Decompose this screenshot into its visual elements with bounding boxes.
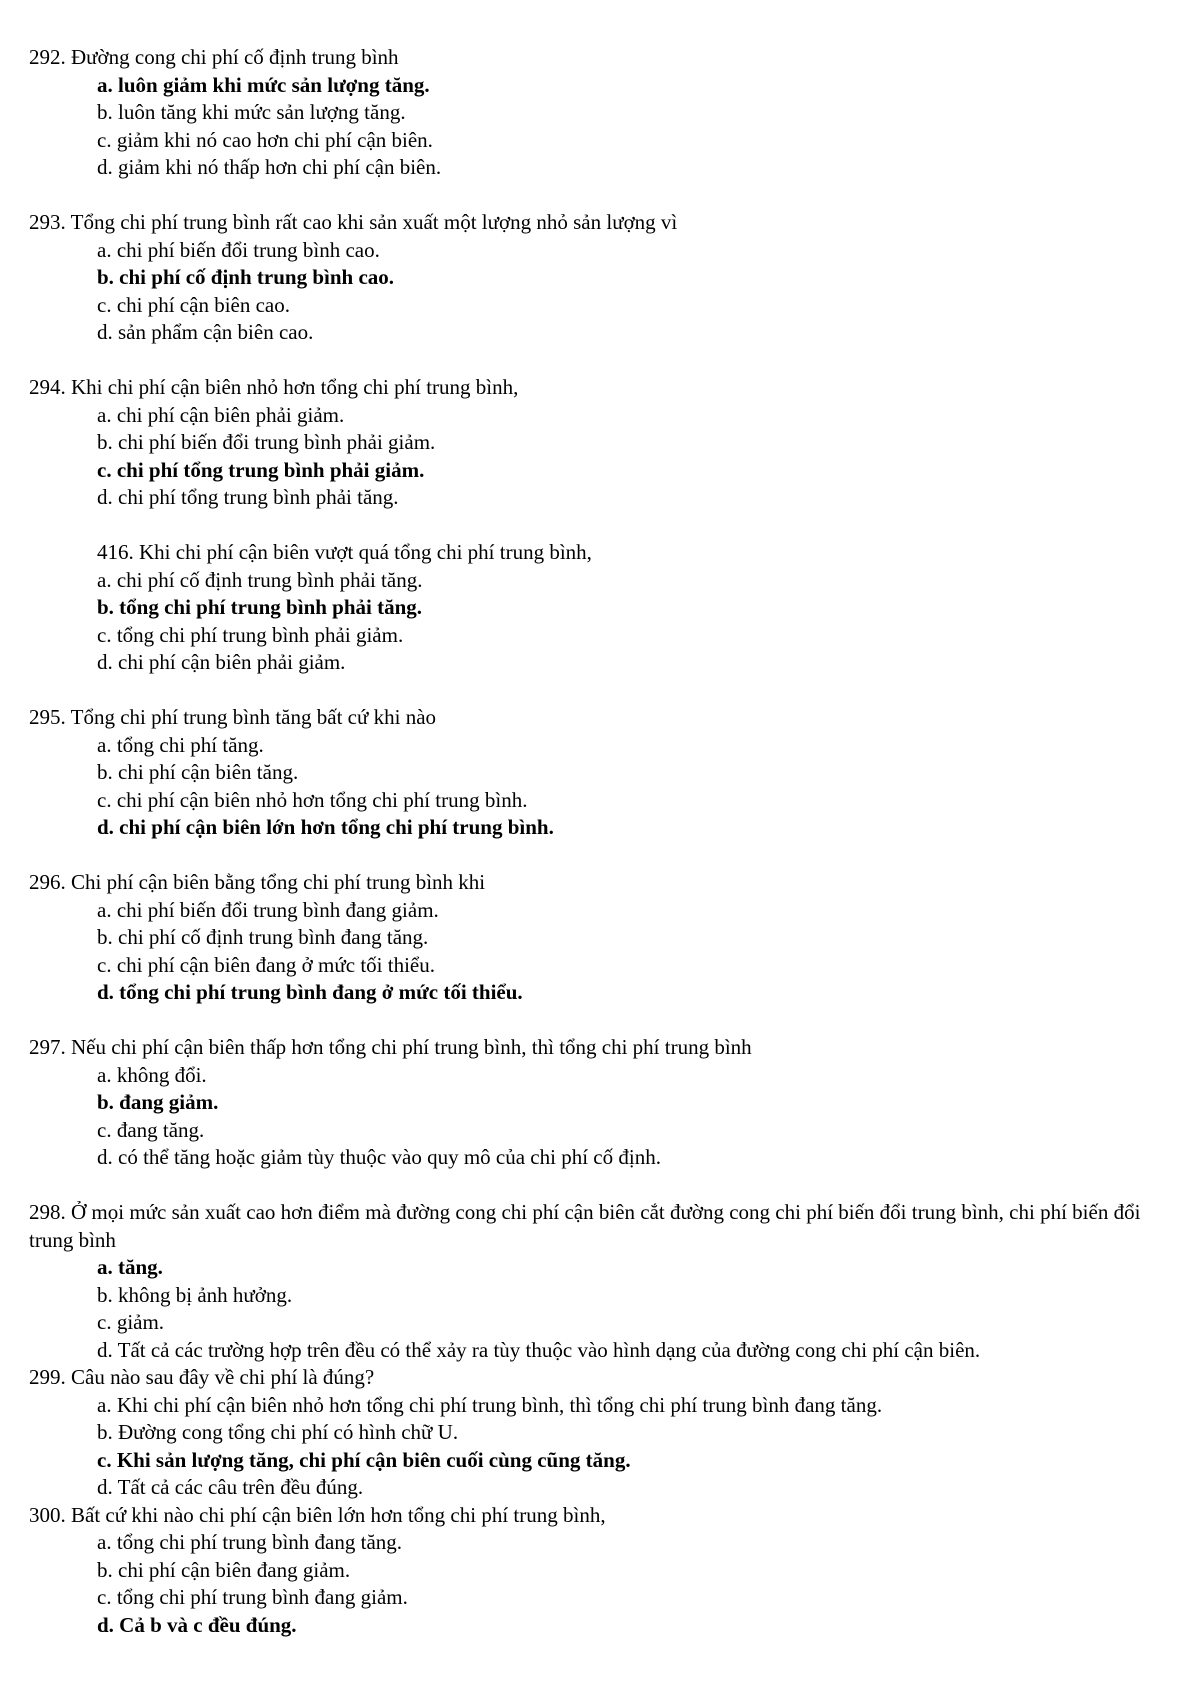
question-block (29, 704, 1150, 869)
answer-option: a. tổng chi phí tăng. (97, 732, 264, 757)
answer-option: a. tổng chi phí trung bình đang tăng. (97, 1530, 403, 1554)
answer-option: c. chi phí cận biên cao. (97, 292, 290, 317)
blank-line (29, 1007, 1150, 1035)
answer-option: a. Khi chi phí cận biên nhỏ hơn tổng chi phí trung bình, thì tổng chi phí trung bình đang tăng. (97, 1392, 883, 1417)
answer-option: b. không bị ảnh hưởng. (97, 1282, 293, 1307)
question-block (29, 869, 1150, 1034)
blank-line (29, 347, 1150, 375)
answer-options (29, 897, 1150, 1007)
answer-option: d. có thể tăng hoặc giảm tùy thuộc vào quy mô của chi phí cố định. (97, 1145, 661, 1169)
answer-option: b. Đường cong tổng chi phí có hình chữ U. (97, 1420, 459, 1444)
answer-option: b. chi phí biến đổi trung bình phải giảm. (97, 430, 436, 454)
answer-option: d. Tất cả các câu trên đều đúng. (97, 1475, 364, 1499)
answer-option: b. chi phí cận biên tăng. (97, 760, 299, 784)
question-stem: 294. Khi chi phí cận biên nhỏ hơn tổng chi phí trung bình, (29, 375, 519, 399)
answer-option-correct: d. chi phí cận biên lớn hơn tổng chi phí trung bình. (97, 815, 554, 839)
answer-option: c. đang tăng. (97, 1117, 205, 1142)
answer-option-correct: c. Khi sản lượng tăng, chi phí cận biên cuối cùng cũng tăng. (97, 1447, 631, 1472)
blank-line (29, 677, 1150, 705)
answer-option-correct: b. tổng chi phí trung bình phải tăng. (97, 595, 423, 619)
question-block (29, 374, 1150, 539)
answer-option: b. luôn tăng khi mức sản lượng tăng. (97, 100, 406, 124)
question-stem: 295. Tổng chi phí trung bình tăng bất cứ khi nào (29, 705, 437, 729)
blank-line (29, 512, 1150, 540)
answer-option: a. chi phí cận biên phải giảm. (97, 402, 345, 427)
answer-option: d. Tất cả các trường hợp trên đều có thể xảy ra tùy thuộc vào hình dạng của đường cong chi phí cận biên. (97, 1337, 981, 1362)
answer-option: a. không đổi. (97, 1062, 207, 1087)
question-block (29, 1502, 1150, 1640)
answer-option-correct: a. luôn giảm khi mức sản lượng tăng. (97, 72, 430, 97)
answer-option-correct: d. tổng chi phí trung bình đang ở mức tối thiểu. (97, 980, 523, 1004)
answer-option: c. giảm. (97, 1310, 165, 1334)
question-stem: 300. Bất cứ khi nào chi phí cận biên lớn hơn tổng chi phí trung bình, (29, 1502, 606, 1527)
answer-options (29, 1529, 1150, 1639)
question-stem: 416. Khi chi phí cận biên vượt quá tổng chi phí trung bình, (97, 540, 592, 564)
answer-option: d. chi phí cận biên phải giảm. (97, 650, 346, 674)
answer-options (29, 1392, 1150, 1502)
blank-line (29, 1172, 1150, 1200)
answer-option: d. chi phí tổng trung bình phải tăng. (97, 485, 399, 509)
question-stem: 293. Tổng chi phí trung bình rất cao khi sản xuất một lượng nhỏ sản lượng vì (29, 210, 678, 234)
answer-option-correct: c. chi phí tổng trung bình phải giảm. (97, 457, 425, 482)
question-block (29, 539, 1150, 704)
answer-option: b. chi phí cận biên đang giảm. (97, 1557, 351, 1582)
answer-option: c. chi phí cận biên đang ở mức tối thiểu. (97, 952, 435, 977)
answer-option: c. giảm khi nó cao hơn chi phí cận biên. (97, 127, 433, 152)
answer-option: d. giảm khi nó thấp hơn chi phí cận biên. (97, 155, 442, 179)
question-stem: 297. Nếu chi phí cận biên thấp hơn tổng chi phí trung bình, thì tổng chi phí trung bình (29, 1035, 752, 1059)
answer-option: a. chi phí biến đổi trung bình cao. (97, 237, 380, 262)
question-stem: 299. Câu nào sau đây về chi phí là đúng? (29, 1365, 375, 1389)
answer-options (29, 402, 1150, 512)
answer-option-correct: d. Cả b và c đều đúng. (97, 1612, 297, 1637)
answer-option-correct: b. chi phí cố định trung bình cao. (97, 265, 395, 289)
answer-option: a. chi phí biến đổi trung bình đang giảm. (97, 897, 439, 922)
question-stem: 292. Đường cong chi phí cố định trung bình (29, 45, 399, 69)
answer-options (29, 72, 1150, 182)
question-stem: 296. Chi phí cận biên bằng tổng chi phí trung bình khi (29, 870, 486, 894)
answer-options (29, 1062, 1150, 1172)
answer-option: c. tổng chi phí trung bình đang giảm. (97, 1585, 408, 1609)
answer-options (29, 567, 1150, 677)
answer-options (29, 237, 1150, 347)
answer-option: c. tổng chi phí trung bình phải giảm. (97, 622, 404, 647)
answer-option: a. chi phí cố định trung bình phải tăng. (97, 567, 423, 592)
answer-option-correct: a. tăng. (97, 1255, 163, 1279)
answer-option: d. sản phẩm cận biên cao. (97, 320, 314, 344)
answer-option-correct: b. đang giảm. (97, 1090, 219, 1114)
question-block (29, 1364, 1150, 1502)
question-block (29, 209, 1150, 374)
blank-line (29, 182, 1150, 210)
answer-option: b. chi phí cố định trung bình đang tăng. (97, 925, 429, 949)
question-block (29, 1199, 1150, 1364)
question-block (29, 44, 1150, 209)
answer-options (29, 1254, 1150, 1364)
answer-option: c. chi phí cận biên nhỏ hơn tổng chi phí trung bình. (97, 787, 528, 812)
answer-options (29, 732, 1150, 842)
question-block (29, 1034, 1150, 1199)
blank-line (29, 842, 1150, 870)
question-stem: 298. Ở mọi mức sản xuất cao hơn điểm mà đường cong chi phí cận biên cắt đường cong chi phí biến đổi trung bình, chi phí biến đổi trung bình (29, 1200, 1141, 1252)
